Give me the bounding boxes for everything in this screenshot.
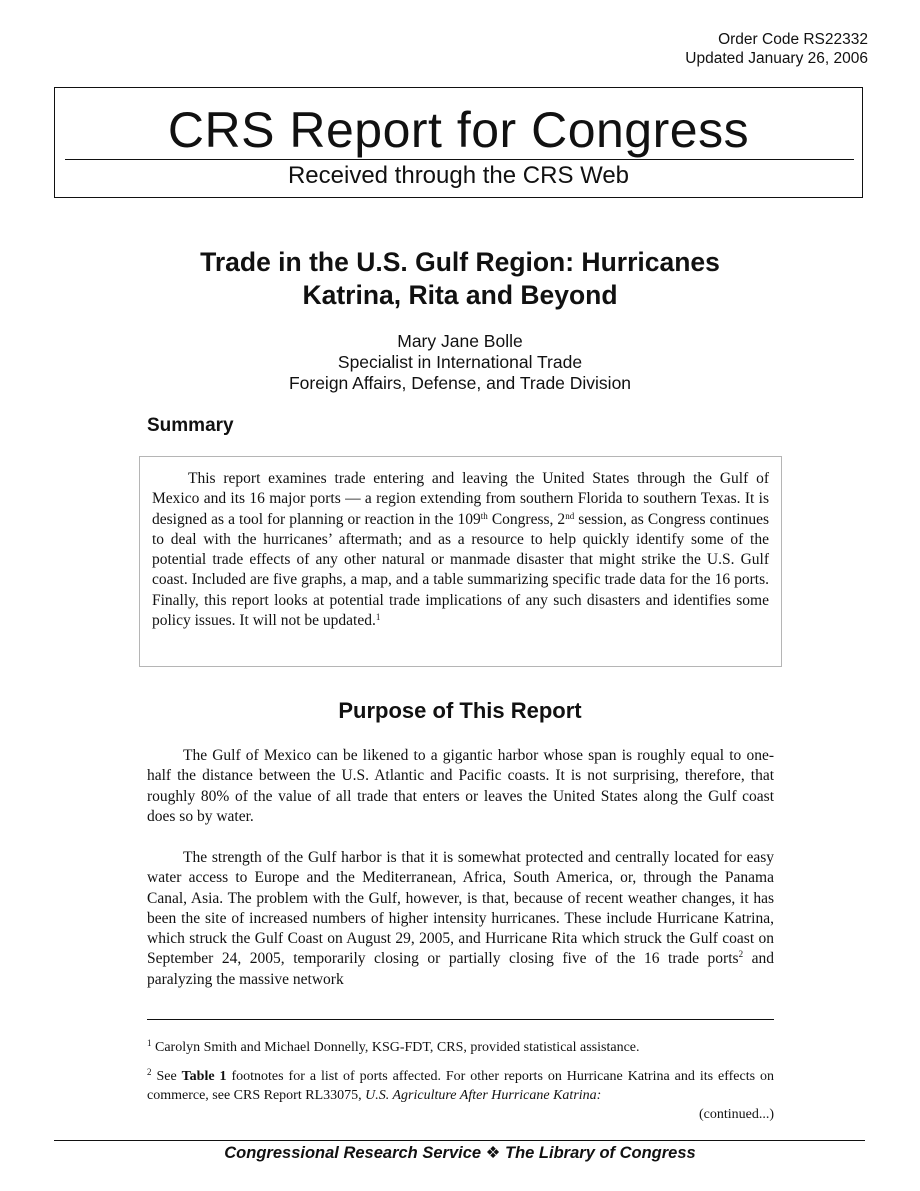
purpose-paragraph-1: The Gulf of Mexico can be likened to a gigantic harbor whose span is roughly equal to one-half the distance between the U.S. Atlantic and Pacific coasts. It is not surprising, therefore, that roughly 80% of the value of all trade that enters or leaves the United States along the Gulf coast does so by water.	[147, 747, 774, 825]
purpose-paragraph-2: The strength of the Gulf harbor is that it is somewhat protected and centrally located for easy water access to Europe and the Mediterranean, Africa, South America, or, through the Panama Canal, Asia. The problem with the Gulf, however, is that, because of recent weather changes, it has been the site of increased numbers of higher intensity hurricanes. These include Hurricane Katrina, which struck the Gulf Coast on August 29, 2005, and Hurricane Rita which struck the Gulf coast on September 24, 2005, temporarily closing or partially closing five of the 16 trade ports$^2$ and paralyzing the massive network	[147, 849, 774, 988]
author-division: Foreign Affairs, Defense, and Trade Division	[288, 373, 632, 393]
footer-divider	[54, 1140, 865, 1141]
author-role: Specialist in International Trade	[337, 352, 583, 372]
report-title-line-1: Trade in the U.S. Gulf Region: Hurricanes	[200, 247, 720, 277]
footnote-ref-1: 1	[375, 612, 381, 623]
footnote-divider	[147, 1019, 774, 1020]
author-block	[0, 331, 920, 394]
order-code: Order Code RS22332	[718, 31, 868, 48]
purpose-heading: Purpose of This Report	[338, 698, 582, 723]
summary-heading: Summary	[147, 415, 234, 436]
page-footer: Congressional Research Service ❖ The Library of Congress	[224, 1144, 696, 1162]
summary-box	[139, 456, 782, 667]
order-code-block	[685, 30, 868, 68]
footnote-continued: (continued...)	[698, 1107, 774, 1122]
footnote-2: $^2$ See Table 1 footnotes for a list of ports affected. For other reports on Hurricane Katrina and its effects on commerce, see CRS Report RL33075, U.S. Agriculture After Hurricane Katrina:	[147, 1067, 774, 1103]
banner-divider	[65, 159, 854, 160]
footnote-1: $^1$ Carolyn Smith and Michael Donnelly, KSG-FDT, CRS, provided statistical assistance.	[147, 1038, 640, 1055]
report-title-line-2: Katrina, Rita and Beyond	[302, 280, 618, 310]
summary-text: This report examines trade entering and leaving the United States through the Gulf of Mexico and its 16 major ports — a region extending from southern Florida to southern Texas. It is designed as a tool for planning or reaction in the 109th Congress, 2nd session, as Congress continues to deal with the hurricanes’ aftermath; and as a resource to help quickly identify some of the potential trade effects of any other natural or manmade disaster that might strike the U.S. Gulf coast. Included are five graphs, a map, and a table summarizing specific trade data for the 16 ports. Finally, this report looks at potential trade implications of any such disasters and identifies some policy issues. It will not be updated.$^1$	[152, 470, 770, 630]
crs-banner	[54, 87, 863, 198]
banner-title: CRS Report for Congress	[167, 102, 750, 158]
banner-subtitle: Received through the CRS Web	[287, 162, 630, 189]
footnote-ref-2: 2	[738, 949, 744, 960]
report-title	[0, 246, 920, 312]
author-name: Mary Jane Bolle	[397, 331, 523, 351]
updated-date: Updated January 26, 2006	[685, 50, 868, 67]
